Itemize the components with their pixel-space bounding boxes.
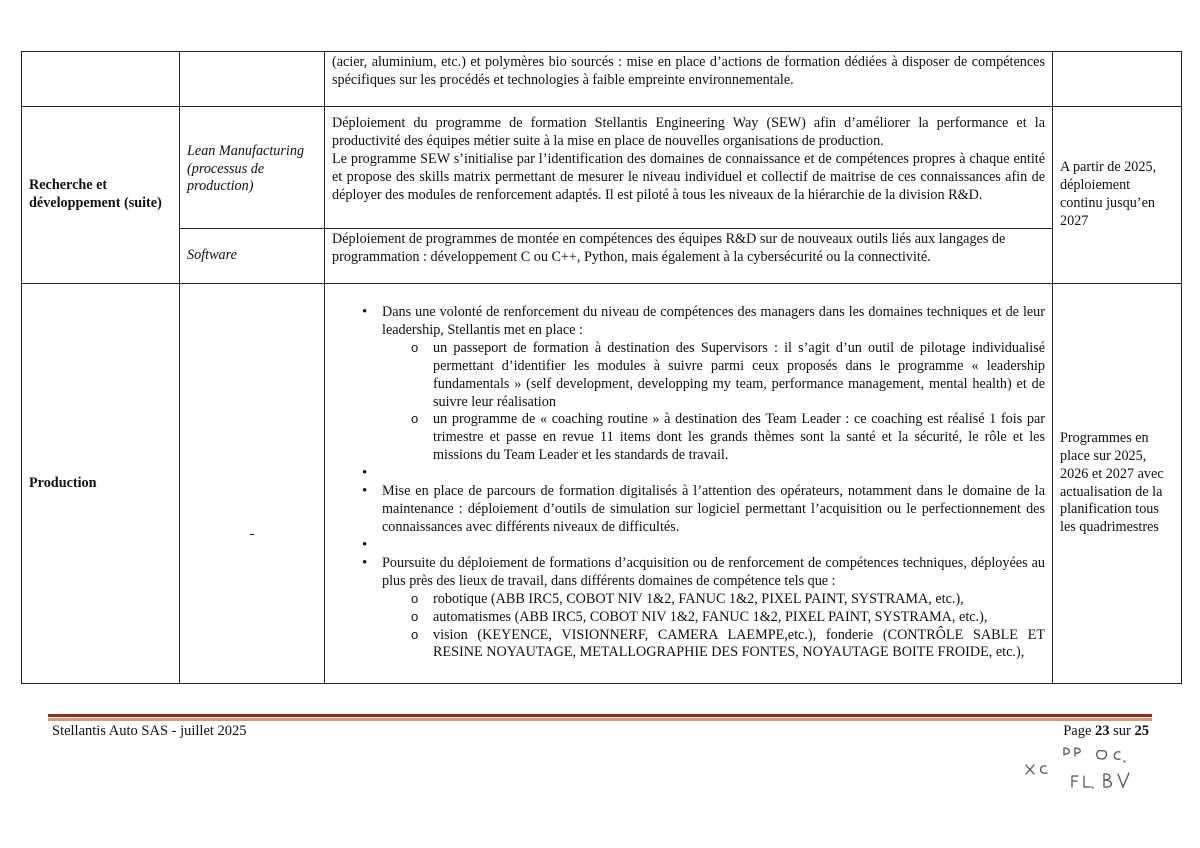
spacer	[332, 465, 1045, 483]
bullet-technical: Poursuite du déploiement de formations d’acquisition ou de renforcement de compétences techniques, déployées au plus près des lieux de travail, dans différents domaines de compétence tels que :	[382, 554, 1045, 589]
top-row-text: (acier, aluminium, etc.) et polymères bio sourcés : mise en place d’actions de formation dédiées à disposer de compétences spécifiques sur les procédés et technologies à faible empreinte environnementale.	[332, 54, 1045, 88]
schedule-rd: A partir de 2025, déploiement continu jusqu’en 2027	[1053, 107, 1182, 284]
initial-dp-stroke	[1064, 748, 1080, 756]
list-item	[332, 483, 1045, 537]
footer-company-date: Stellantis Auto SAS - juillet 2025	[52, 723, 247, 739]
domain-cell	[22, 52, 180, 107]
spacer	[332, 537, 1045, 555]
table-row	[22, 229, 1182, 284]
schedule-cell	[1053, 52, 1182, 107]
table-row	[22, 107, 1182, 229]
production-bullet-list	[332, 304, 1045, 662]
list-item: o un passeport de formation à destination des Supervisors : il s’agit d’un outil de pilotage individualisé permettant d’identifier les modules à suivre parmi ceux proposés dans le programme « leadership fundamentals » (self development, developping my team, performance management, mental health) et de suivre leur réalisation	[382, 340, 1045, 412]
lean-paragraph-2: Le programme SEW s’initialise par l’identification des domaines de connaissance et de compétences propres à chaque entité et propose des skills matrix permettant de mesurer le niveau individuel et collectif de maitrise de ces connaissances afin de déployer des modules de renforcement adaptés. Il est piloté à tous les niveaux de la hiérarchie de la division R&D.	[332, 150, 1045, 203]
initial-bv-stroke	[1104, 773, 1129, 787]
table-row	[22, 52, 1182, 107]
sub-bullet-list	[382, 340, 1045, 465]
subdomain-lean: Lean Manufacturing (processus de production)	[180, 107, 325, 229]
sub-bullet-list	[382, 591, 1045, 663]
subdomain-production: -	[180, 284, 325, 684]
list-item: o automatismes (ABB IRC5, COBOT NIV 1&2, FANUC 1&2, PIXEL PAINT, SYSTRAMA, etc.),	[382, 609, 1045, 627]
initial-x-stroke	[1026, 765, 1034, 774]
subdomain-software: Software	[180, 229, 325, 284]
list-item: o vision (KEYENCE, VISIONNERF, CAMERA LAEMPE,etc.), fonderie (CONTRÔLE SABLE ET RESINE NOYAUTAGE, METALLOGRAPHIE DES FONTES, NOYAUTAGE BOITE FROIDE, etc.),	[382, 627, 1045, 663]
page-number	[1063, 723, 1149, 740]
table-row	[22, 284, 1182, 684]
handwritten-initials	[1022, 745, 1152, 790]
bullet-operators: Mise en place de parcours de formation digitalisés à l’attention des opérateurs, notamment dans le domaine de la maintenance : déploiement d’outils de simulation sur logiciel permettant l’acquisition ou le perfectionnement des connaissances avec différents niveaux de difficultés.	[382, 483, 1045, 535]
description-software: Déploiement de programmes de montée en compétences des équipes R&D sur de nouveaux outils liés aux langages de programmation : développement C ou C++, Python, mais également à la cybersécurité ou la connectivité.	[325, 229, 1053, 284]
initial-fl-stroke	[1072, 776, 1093, 788]
training-plan-table	[21, 51, 1182, 684]
lean-paragraph-1: Déploiement du programme de formation Stellantis Engineering Way (SEW) afin d’améliorer la performance et la productivité des équipes métier suite à la mise en place de nouvelles organisations de production.	[332, 115, 1045, 149]
page-current: 23	[1095, 723, 1110, 739]
list-item: o un programme de « coaching routine » à destination des Team Leader : ce coaching est réalisé 1 fois par trimestre et passe en revue 11 items dont les grands thèmes sont la santé et la sécurité, le rôle et les missions du Team Leader et les standards de travail.	[382, 411, 1045, 465]
domain-rd: Recherche et développement (suite)	[22, 107, 180, 284]
description-lean	[325, 107, 1053, 229]
domain-production: Production	[22, 284, 180, 684]
list-item	[332, 304, 1045, 465]
footer-rule-dark	[48, 714, 1152, 717]
description-production	[325, 284, 1053, 684]
bullet-managers: Dans une volonté de renforcement du niveau de compétences des managers dans les domaines techniques et de leur leadership, Stellantis met en place :	[382, 304, 1045, 338]
subdomain-cell	[180, 52, 325, 107]
list-item	[332, 555, 1045, 662]
initial-oc-stroke	[1097, 750, 1125, 762]
list-item: o robotique (ABB IRC5, COBOT NIV 1&2, FANUC 1&2, PIXEL PAINT, SYSTRAMA, etc.),	[382, 591, 1045, 609]
schedule-production: Programmes en place sur 2025, 2026 et 2027 avec actualisation de la planification tous les quadrimestres	[1053, 284, 1182, 684]
page-prefix: Page	[1063, 723, 1096, 739]
page-total: 25	[1134, 723, 1149, 739]
initial-c-stroke	[1041, 766, 1048, 773]
footer-rule-light	[48, 718, 1152, 721]
description-cell	[325, 52, 1053, 107]
page-mid: sur	[1109, 723, 1135, 739]
